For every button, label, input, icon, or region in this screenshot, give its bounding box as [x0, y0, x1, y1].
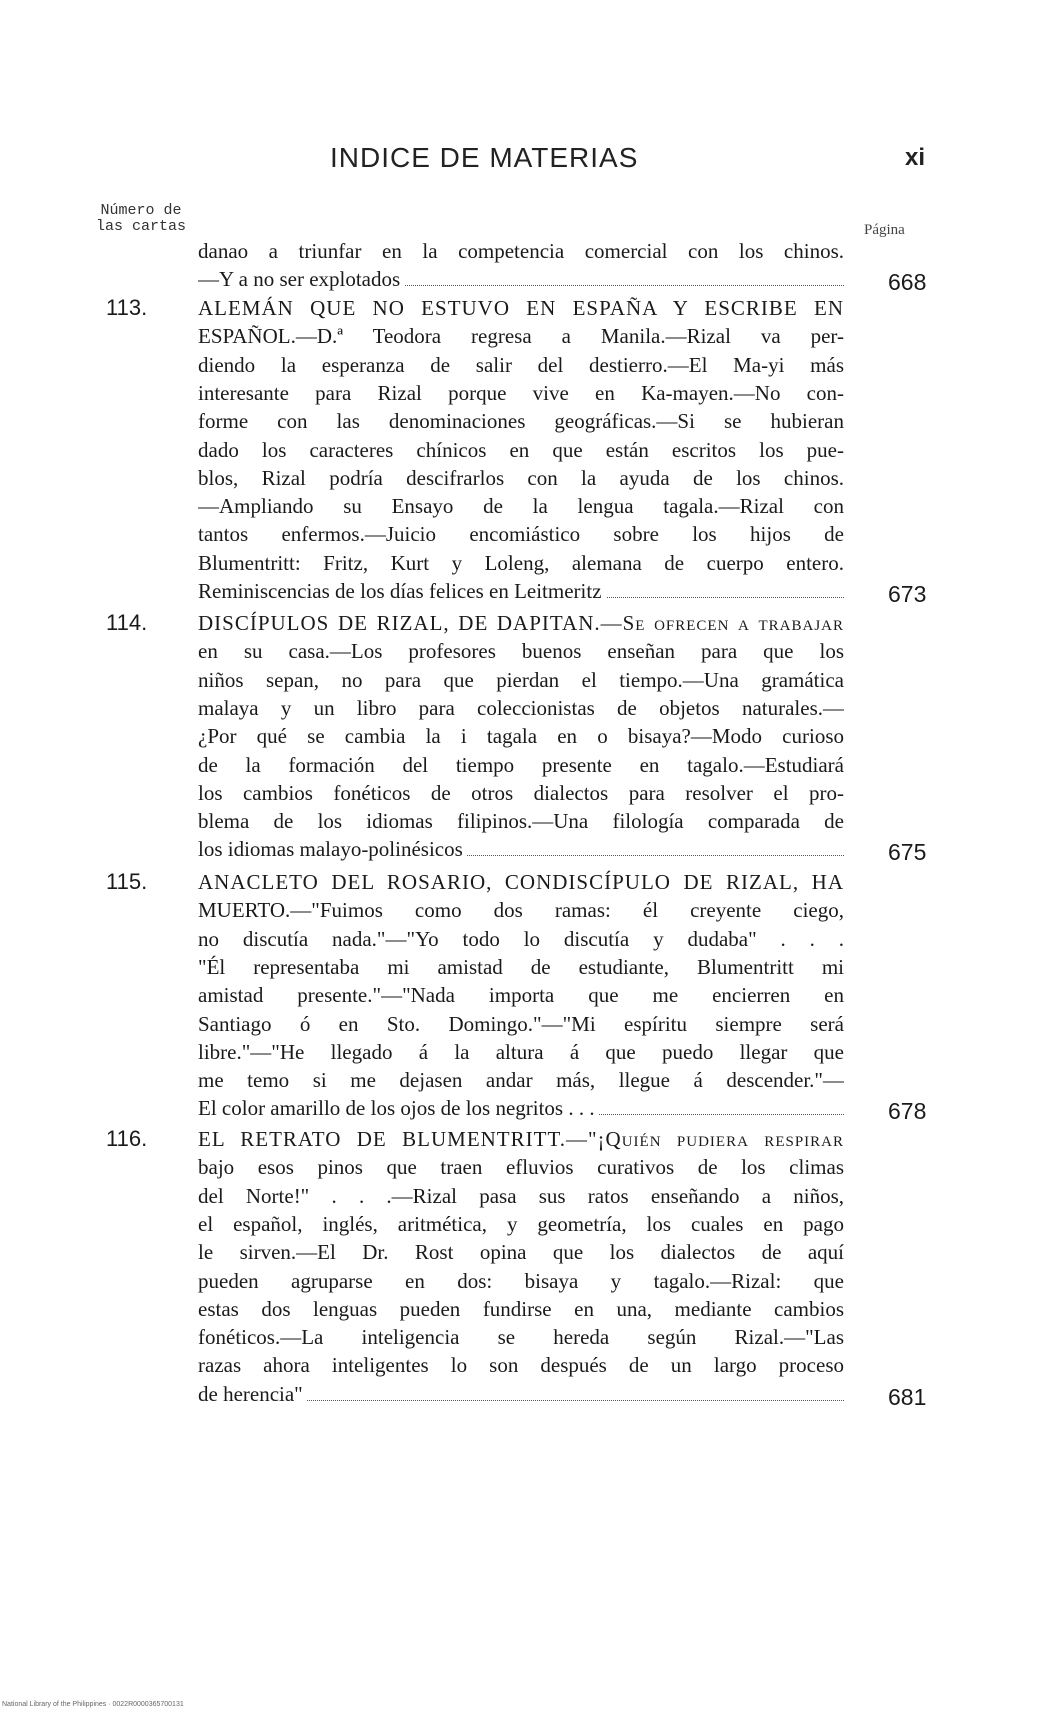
source-footer: National Library of the Philippines · 0022R0000365700131	[2, 1701, 184, 1708]
entry-line	[198, 924, 844, 954]
entry-line-text: niños sepan, no para que pierdan el tiempo.—Una gramática	[198, 667, 844, 692]
entry-line	[198, 778, 844, 808]
column-label-page: Página	[864, 222, 905, 238]
entry-line	[198, 1237, 844, 1267]
entry-line-text: Blumentritt: Fritz, Kurt y Loleng, alemana de cuerpo entero.	[198, 550, 844, 575]
column-label-letter-number: Número de las cartas	[96, 202, 187, 235]
entry-line-text: ALEMÁN QUE NO ESTUVO EN ESPAÑA Y ESCRIBE EN	[198, 296, 844, 320]
entry-line	[198, 1322, 844, 1352]
entry-line	[198, 1037, 844, 1067]
entry-line	[198, 806, 844, 836]
entry-line-text: El color amarillo de los ojos de los negritos . . .	[198, 1096, 599, 1120]
entry-line-text: Reminiscencias de los días felices en Leitmeritz	[198, 579, 606, 603]
entry-page-number: 675	[888, 839, 927, 866]
entry-line-text: —Y a no ser explotados	[198, 267, 404, 291]
entry-line-text: los cambios fonéticos de otros dialectos para resolver el pro-	[198, 780, 844, 805]
entry-line-text: DISCÍPULOS DE RIZAL, DE DAPITAN.—Se ofrecen a trabajar	[198, 611, 844, 635]
entry-line-text: dado los caracteres chínicos en que están escritos los pue-	[198, 437, 844, 462]
entry-line	[198, 519, 844, 549]
entry-line	[198, 463, 844, 493]
entry-line	[198, 1124, 844, 1154]
entry-line-text: blema de los idiomas filipinos.—Una filología comparada de	[198, 809, 844, 834]
entry-line	[198, 1181, 844, 1211]
entry-line-text: libre."—"He llegado á la altura á que puedo llegar que	[198, 1039, 844, 1064]
entry-line	[198, 1350, 844, 1380]
entry-line	[198, 491, 844, 521]
entry-line-text: blos, Rizal podría descifrarlos con la ayuda de los chinos.	[198, 465, 844, 490]
entry-line-text: interesante para Rizal porque vive en Ka-mayen.—No con-	[198, 380, 844, 405]
entry-line	[198, 576, 844, 606]
entry-line-text: me temo si me dejasen andar más, llegue á descender."—	[198, 1068, 844, 1093]
entry-line	[198, 867, 844, 897]
entry-line-text: estas dos lenguas pueden fundirse en una, mediante cambios	[198, 1296, 844, 1321]
entry-line-text: no discutía nada."—"Yo todo lo discutía y dudaba" . . .	[198, 926, 844, 951]
entry-line-text: en su casa.—Los profesores buenos enseñan para que los	[198, 639, 844, 664]
entry-page-number: 673	[888, 581, 927, 607]
entry-line	[198, 406, 844, 436]
entry-line-text: malaya y un libro para coleccionistas de objetos naturales.—	[198, 695, 844, 720]
entry-line	[198, 721, 844, 751]
entry-line-text: los idiomas malayo-polinésicos	[198, 837, 467, 861]
entry-line-text: "Él representaba mi amistad de estudiante, Blumentritt mi	[198, 954, 844, 979]
entry-line	[198, 636, 844, 666]
entry-page-number: 681	[888, 1383, 927, 1410]
entry-line-text: —Ampliando su Ensayo de la lengua tagala.—Rizal con	[198, 494, 844, 519]
entry-line-text: bajo esos pinos que traen efluvios curativos de los climas	[198, 1155, 844, 1180]
entry-line-text: de la formación del tiempo presente en tagalo.—Estudiará	[198, 752, 844, 777]
entry-number: 114.	[106, 610, 148, 635]
entry-line-text: EL RETRATO DE BLUMENTRITT.—"¡Quién pudiera respirar	[198, 1127, 844, 1151]
entry-line-text: el español, inglés, aritmética, y geometría, los cuales en pago	[198, 1211, 844, 1236]
entry-line	[198, 1209, 844, 1239]
entry-line	[198, 693, 844, 723]
entry-line	[198, 1379, 844, 1409]
entry-line-text: le sirven.—El Dr. Rost opina que los dialectos de aquí	[198, 1240, 844, 1265]
entry-line-text: pueden agruparse en dos: bisaya y tagalo.—Rizal: que	[198, 1268, 844, 1293]
entry-page-number: 678	[888, 1098, 927, 1125]
entry-line	[198, 1065, 844, 1095]
entry-line	[198, 895, 844, 925]
entry-line-text: MUERTO.—"Fuimos como dos ramas: él creyente ciego,	[198, 898, 844, 923]
entry-line-text: del Norte!" . . .—Rizal pasa sus ratos enseñando a niños,	[198, 1183, 844, 1208]
entry-line	[198, 236, 844, 266]
running-head	[0, 142, 1046, 182]
page-title: INDICE DE MATERIAS	[330, 142, 639, 173]
entry-line	[198, 1266, 844, 1296]
entry-line	[198, 665, 844, 695]
entry-line	[198, 750, 844, 780]
entry-number: 113.	[106, 295, 148, 320]
entry-line	[198, 1093, 844, 1123]
entry-line-text: diendo la esperanza de salir del destierro.—El Ma-yi más	[198, 352, 844, 377]
entry-line-text: ESPAÑOL.—D.ª Teodora regresa a Manila.—Rizal va per-	[198, 324, 844, 349]
entry-line	[198, 378, 844, 408]
entry-line	[198, 608, 844, 638]
entry-line	[198, 834, 844, 864]
entry-line	[198, 435, 844, 465]
entry-line-text: Santiago ó en Sto. Domingo."—"Mi espíritu siempre será	[198, 1011, 844, 1036]
entry-line-text: fonéticos.—La inteligencia se hereda según Rizal.—"Las	[198, 1325, 844, 1350]
entry-number: 116.	[106, 1126, 148, 1151]
entry-line	[198, 1009, 844, 1039]
entry-line-text: ¿Por qué se cambia la i tagala en o bisaya?—Modo curioso	[198, 724, 844, 749]
entry-number: 115.	[106, 869, 148, 894]
page-number: xi	[905, 144, 926, 171]
entry-line-text: de herencia"	[198, 1382, 307, 1406]
entry-line-text: ANACLETO DEL ROSARIO, CONDISCÍPULO DE RIZAL, HA	[198, 870, 844, 894]
entry-line-text: amistad presente."—"Nada importa que me encierren en	[198, 983, 844, 1008]
entry-line	[198, 293, 844, 323]
entry-line	[198, 1152, 844, 1182]
entry-line	[198, 350, 844, 380]
entry-line-text: danao a triunfar en la competencia comercial con los chinos.	[198, 239, 844, 263]
entry-line	[198, 980, 844, 1010]
entry-line	[198, 264, 844, 294]
entry-line	[198, 1294, 844, 1324]
entry-line	[198, 548, 844, 578]
entry-line-text: razas ahora inteligentes lo son después de un largo proceso	[198, 1353, 844, 1378]
entry-line	[198, 952, 844, 982]
entry-line-text: forme con las denominaciones geográficas.—Si se hubieran	[198, 409, 844, 434]
entry-line-text: tantos enfermos.—Juicio encomiástico sobre los hijos de	[198, 522, 844, 547]
entry-page-number: 668	[888, 269, 927, 296]
entry-line	[198, 321, 844, 351]
